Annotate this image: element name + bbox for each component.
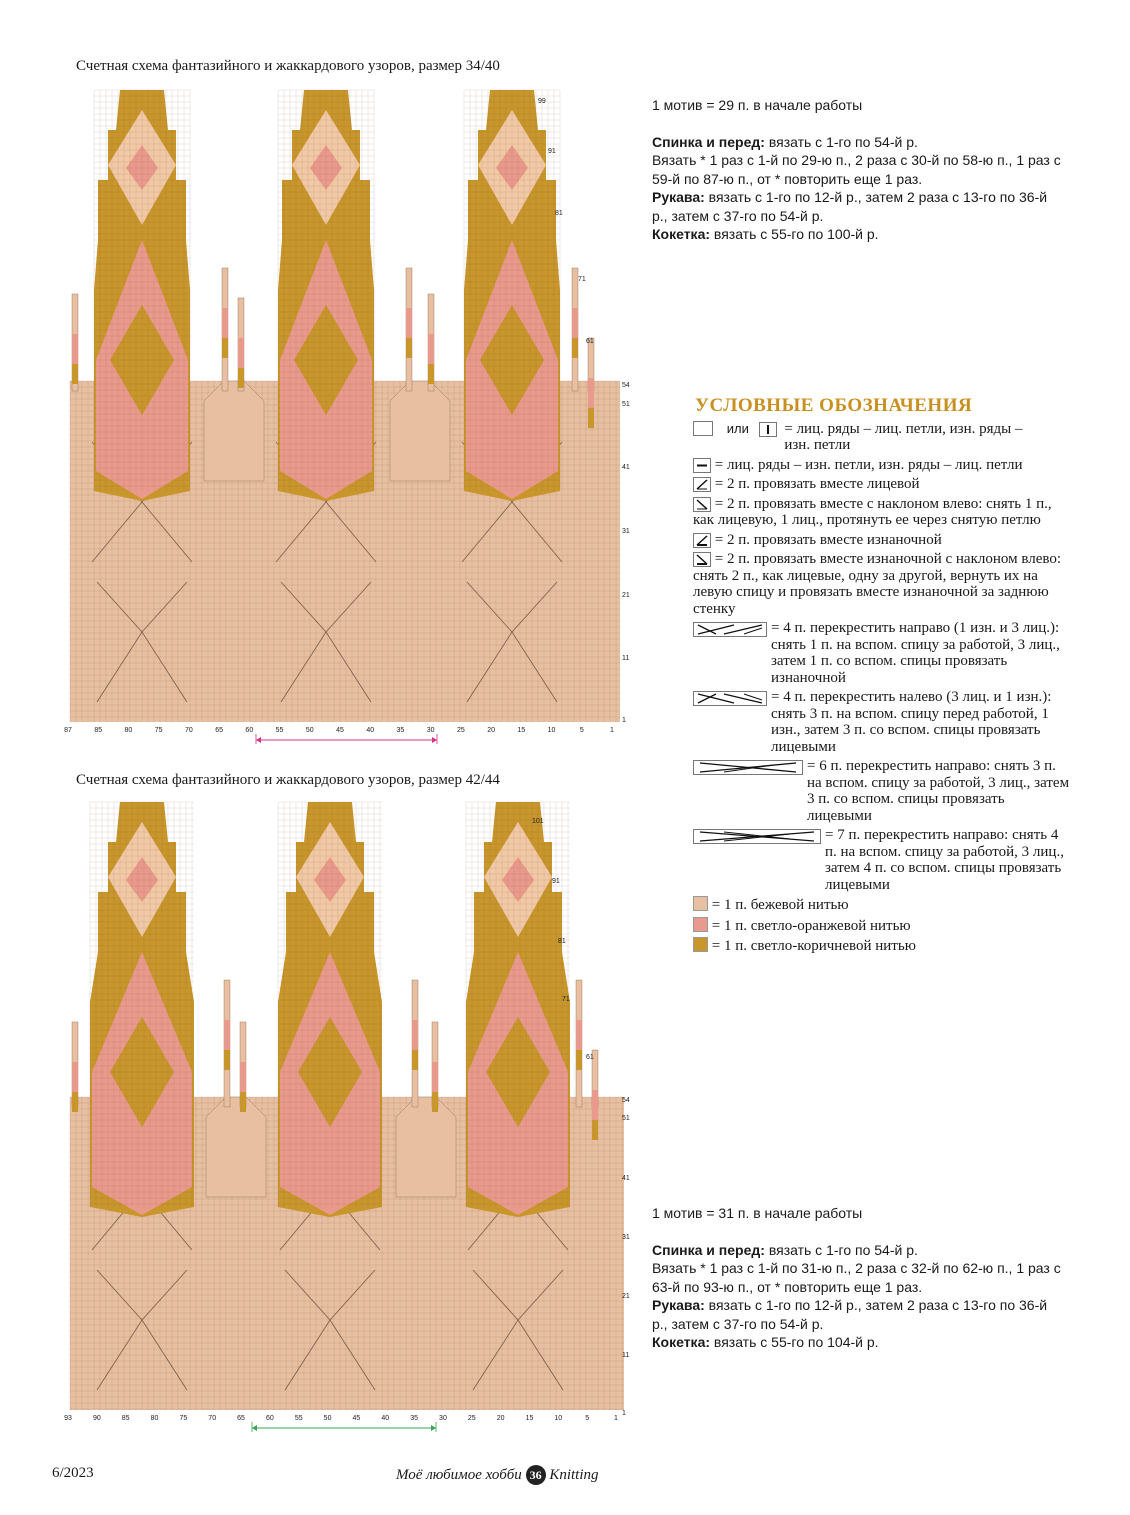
column-label: 70 [208,1415,217,1422]
column-label: 20 [496,1415,505,1422]
legend-text: = лиц. ряды – изн. петли, изн. ряды – лиц. петли [714,456,1023,473]
legend-item-ssp [693,551,1073,617]
jacquard-motif [278,90,374,501]
legend-item-cross4-left [693,689,1073,755]
legend-text: = 6 п. перекрестить направо: снять 3 п. на вспом. спицу за работой, 3 лиц., затем 3 п. со вспом. спицы провязать лицевыми [807,758,1070,824]
issue-date: 6/2023 [52,1465,94,1481]
sleeve-label: Рукава: [652,189,705,205]
yoke-text: вязать с 55-го по 104-й р. [710,1334,879,1350]
info-block-bottom [652,1204,1062,1352]
row-label: 99 [538,98,546,105]
column-label: 25 [467,1415,476,1422]
row-label: 81 [555,210,563,217]
jacquard-motif [464,90,560,501]
cable-4-right-icon [693,622,767,637]
dash-cell-icon [693,458,711,473]
column-label: 15 [517,727,526,734]
column-label: 15 [525,1415,534,1422]
column-label: 85 [94,727,103,734]
row-label: 51 [622,1115,630,1122]
legend-item-ssk [693,496,1073,529]
sleeve-label: Рукава: [652,1297,705,1313]
row-label: 54 [622,1097,630,1104]
column-label: 90 [92,1415,101,1422]
column-label: 35 [410,1415,419,1422]
column-label: 40 [366,727,375,734]
legend-color-text: = 1 п. бежевой нитью [711,897,849,913]
chart-svg-2 [62,800,652,1440]
chart-title-1: Счетная схема фантазийного и жаккардового узоров, размер 34/40 [76,58,500,74]
row-label: 91 [552,878,560,885]
column-label: 5 [579,727,584,734]
beige-swatch [693,896,708,911]
row-label: 21 [622,1293,630,1300]
column-label: 50 [305,727,314,734]
legend-item-cross7 [693,827,1073,893]
legend-text: = лиц. ряды – лиц. петли, изн. ряды – изн. петли [784,420,1023,453]
legend-item-purl [693,457,1073,474]
row-label: 101 [532,818,544,825]
column-label: 5 [585,1415,590,1422]
row-label: 11 [622,1352,630,1359]
column-label: 1 [610,727,614,734]
knitting-chart-1 [62,88,652,748]
info-block-top [652,96,1062,244]
cable-7-right-icon [693,829,821,844]
chart-svg-1 [62,88,652,748]
column-label: 80 [150,1415,159,1422]
row-label: 21 [622,592,630,599]
sleeve-text: вязать с 1-го по 12-й р., затем 2 раза с 13-го по 36-й р., затем с 37-го по 54-й р. [652,1297,1048,1332]
p2tog-icon [693,533,711,548]
legend-item-knit [693,421,1073,454]
column-label: 55 [275,727,284,734]
ssk-icon [693,497,711,512]
column-label: 1 [614,1415,618,1422]
row-label: 1 [622,1410,626,1417]
column-label: 30 [439,1415,447,1422]
cable-4-left-icon [693,691,767,706]
ssp-icon [693,552,711,567]
vertical-bar-cell-icon [759,422,777,437]
row-label: 61 [586,1054,594,1061]
column-label: 60 [245,727,254,734]
back-label: Спинка и перед: [652,133,765,150]
row-label: 71 [562,996,570,1003]
column-label: 75 [179,1415,188,1422]
column-label: 10 [554,1415,563,1422]
jacquard-motif [278,802,382,1217]
legend-text: = 4 п. перекрестить направо (1 изн. и 3 лиц.): снять 1 п. на вспом. спицу за работой, 3 лиц., затем 1 п. со вспом. спицы провязать изнаночной [771,620,1060,686]
page-number: 36 [526,1465,546,1485]
jacquard-motif [466,802,570,1217]
back-text: вязать с 1-го по 54-й р. [764,133,918,150]
cable-6-right-icon [693,760,803,775]
motif-text: 1 мотив = 29 п. в начале работы [652,97,863,113]
legend-text: = 2 п. провязать вместе лицевой [714,476,920,492]
yoke-label: Кокетка: [652,1334,711,1350]
beige-pyramid [204,381,264,481]
legend-text: = 2 п. провязать вместе с наклоном влево: снять 1 п., как лицевую, 1 лиц., протянуть ее через снятую петлю [693,495,1052,528]
column-label: 45 [336,727,344,734]
legend-item-cross6 [693,758,1073,824]
empty-cell-icon [693,421,713,436]
column-label: 70 [184,727,193,734]
column-label: 50 [323,1415,332,1422]
knitting-chart-2 [62,800,652,1440]
back-text: вязать с 1-го по 54-й р. [764,1241,918,1258]
column-label: 80 [124,727,133,734]
beige-pyramid [396,1097,456,1197]
legend-item-cross4-right [693,620,1073,686]
legend-color-brown [693,937,1073,955]
legend-text: = 7 п. перекрестить направо: снять 4 п. на вспом. спицу за работой, 3 лиц., затем 4 п. со вспом. спицы провязать лицевыми [825,827,1064,893]
row-label: 71 [578,276,586,283]
column-label: 55 [294,1415,303,1422]
legend-text: = 2 п. провязать вместе изнаночной с наклоном влево: снять 2 п., как лицевые, одну за другой, вернуть их на левую спицу и провязать вместе изнаночной за заднюю стенку [693,551,1062,617]
chart-title-2: Счетная схема фантазийного и жаккардового узоров, размер 42/44 [76,772,500,788]
column-label: 87 [64,727,72,734]
row-label: 54 [622,382,630,389]
legend [693,395,1073,958]
column-label: 75 [154,727,163,734]
legend-title: УСЛОВНЫЕ ОБОЗНАЧЕНИЯ [695,395,973,416]
yoke-label: Кокетка: [652,226,711,242]
repeat-text: Вязать * 1 раз с 1-й по 29-ю п., 2 раза с 30-й по 58-ю п., 1 раз с 59-й по 87-ю п., от * повторить еще 1 раз. [652,152,1061,187]
legend-color-orange [693,917,1073,935]
column-label: 45 [352,1415,361,1422]
column-label: 30 [426,727,435,734]
column-label: 25 [456,727,465,734]
back-label: Спинка и перед: [652,1241,765,1258]
row-label: 31 [622,1234,630,1241]
column-label: 65 [237,1415,245,1422]
legend-item-p2tog [693,532,1073,549]
row-label: 1 [622,717,626,724]
row-label: 51 [622,401,630,408]
jacquard-motif [94,90,190,501]
column-label: 93 [64,1415,72,1422]
column-label: 40 [381,1415,390,1422]
column-label: 10 [547,727,556,734]
column-label: 65 [215,727,224,734]
repeat-text: Вязать * 1 раз с 1-й по 31-ю п., 2 раза с 32-й по 62-ю п., 1 раз с 63-й по 93-ю п., от * повторить еще 1 раз. [652,1260,1061,1295]
motif-text: 1 мотив = 31 п. в начале работы [652,1205,863,1221]
jacquard-motif [90,802,194,1217]
magazine-name: Моё любимое хобби [396,1467,522,1483]
or-label: или [726,420,749,436]
section-name: Knitting [549,1467,599,1483]
light-brown-swatch [693,937,708,952]
row-label: 81 [558,938,566,945]
beige-pyramid [390,381,450,481]
legend-color-text: = 1 п. светло-коричневой нитью [711,938,916,954]
legend-text: = 4 п. перекрестить налево (3 лиц. и 1 изн.): снять 3 п. на вспом. спицу перед работой, 1 изн., затем 3 п. со вспом. спицы провязать лицевыми [771,689,1052,755]
sleeve-text: вязать с 1-го по 12-й р., затем 2 раза с 13-го по 36-й р., затем с 37-го по 54-й р. [652,189,1048,224]
column-label: 85 [121,1415,130,1422]
light-orange-swatch [693,917,708,932]
legend-color-beige [693,896,1073,914]
k2tog-icon [693,477,711,492]
column-label: 35 [396,727,405,734]
beige-pyramid [206,1097,266,1197]
magazine-footer [396,1465,599,1485]
legend-text: = 2 п. провязать вместе изнаночной [714,531,942,548]
row-label: 41 [622,1175,630,1182]
yoke-text: вязать с 55-го по 100-й р. [710,226,879,242]
legend-item-k2tog [693,476,1073,493]
row-label: 41 [622,464,630,471]
row-label: 61 [586,338,594,345]
legend-color-text: = 1 п. светло-оранжевой нитью [711,917,911,934]
column-label: 20 [487,727,496,734]
row-label: 91 [548,148,556,155]
column-label: 60 [265,1415,274,1422]
row-label: 11 [622,655,630,662]
row-label: 31 [622,528,630,535]
